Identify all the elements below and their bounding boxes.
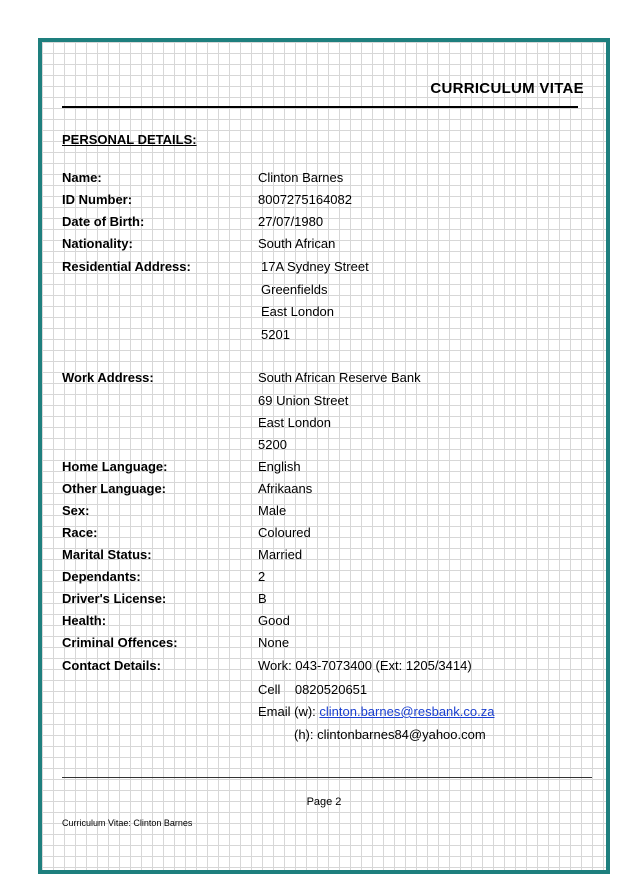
drivers-license-label: Driver's License: <box>62 591 167 606</box>
sex-value: Male <box>258 503 287 518</box>
drivers-license-value: B <box>258 591 267 606</box>
residential-address-line: Greenfields <box>261 282 328 297</box>
work-address-line: 5200 <box>258 437 287 452</box>
home-language-label: Home Language: <box>62 459 168 474</box>
residential-address-label: Residential Address: <box>62 259 191 274</box>
id-number-label: ID Number: <box>62 192 133 207</box>
home-language-value: English <box>258 459 301 474</box>
page-number: Page 2 <box>306 796 342 808</box>
work-address-line: East London <box>258 415 332 430</box>
other-language-label: Other Language: <box>62 481 167 496</box>
dob-value: 27/07/1980 <box>258 214 324 229</box>
footer-divider <box>62 777 592 778</box>
criminal-offences-value: None <box>258 635 290 650</box>
title-divider <box>62 106 578 108</box>
dob-label: Date of Birth: <box>62 214 145 229</box>
residential-address-line: 5201 <box>261 327 290 342</box>
work-address-line: 69 Union Street <box>258 393 349 408</box>
race-value: Coloured <box>258 525 311 540</box>
contact-details-label: Contact Details: <box>62 658 161 673</box>
nationality-value: South African <box>258 236 336 251</box>
other-language-value: Afrikaans <box>258 481 313 496</box>
dependants-label: Dependants: <box>62 569 141 584</box>
email-work-link[interactable]: clinton.barnes@resbank.co.za <box>319 704 495 719</box>
footer-text: Curriculum Vitae: Clinton Barnes <box>62 818 193 828</box>
work-address-line: South African Reserve Bank <box>258 370 421 385</box>
contact-email-work <box>258 704 494 720</box>
residential-address-line: East London <box>261 304 335 319</box>
email-work-prefix: Email (w): <box>258 704 320 719</box>
sex-label: Sex: <box>62 503 90 518</box>
contact-cell-phone: Cell 0820520651 <box>258 682 368 697</box>
marital-status-label: Marital Status: <box>62 547 152 562</box>
id-number-value: 8007275164082 <box>258 192 352 207</box>
contact-work-phone: Work: 043-7073400 (Ext: 1205/3414) <box>258 658 472 673</box>
residential-address-line: 17A Sydney Street <box>261 259 369 274</box>
health-label: Health: <box>62 613 107 628</box>
page-frame <box>38 38 610 874</box>
marital-status-value: Married <box>258 547 303 562</box>
dependants-value: 2 <box>258 569 266 584</box>
name-value: Clinton Barnes <box>258 170 344 185</box>
health-value: Good <box>258 613 290 628</box>
contact-email-home: (h): clintonbarnes84@yahoo.com <box>294 727 486 742</box>
document-title: CURRICULUM VITAE <box>430 80 584 97</box>
name-label: Name: <box>62 170 102 185</box>
nationality-label: Nationality: <box>62 236 133 251</box>
race-label: Race: <box>62 525 98 540</box>
section-heading: PERSONAL DETAILS: <box>62 132 197 147</box>
work-address-label: Work Address: <box>62 370 154 385</box>
criminal-offences-label: Criminal Offences: <box>62 635 178 650</box>
